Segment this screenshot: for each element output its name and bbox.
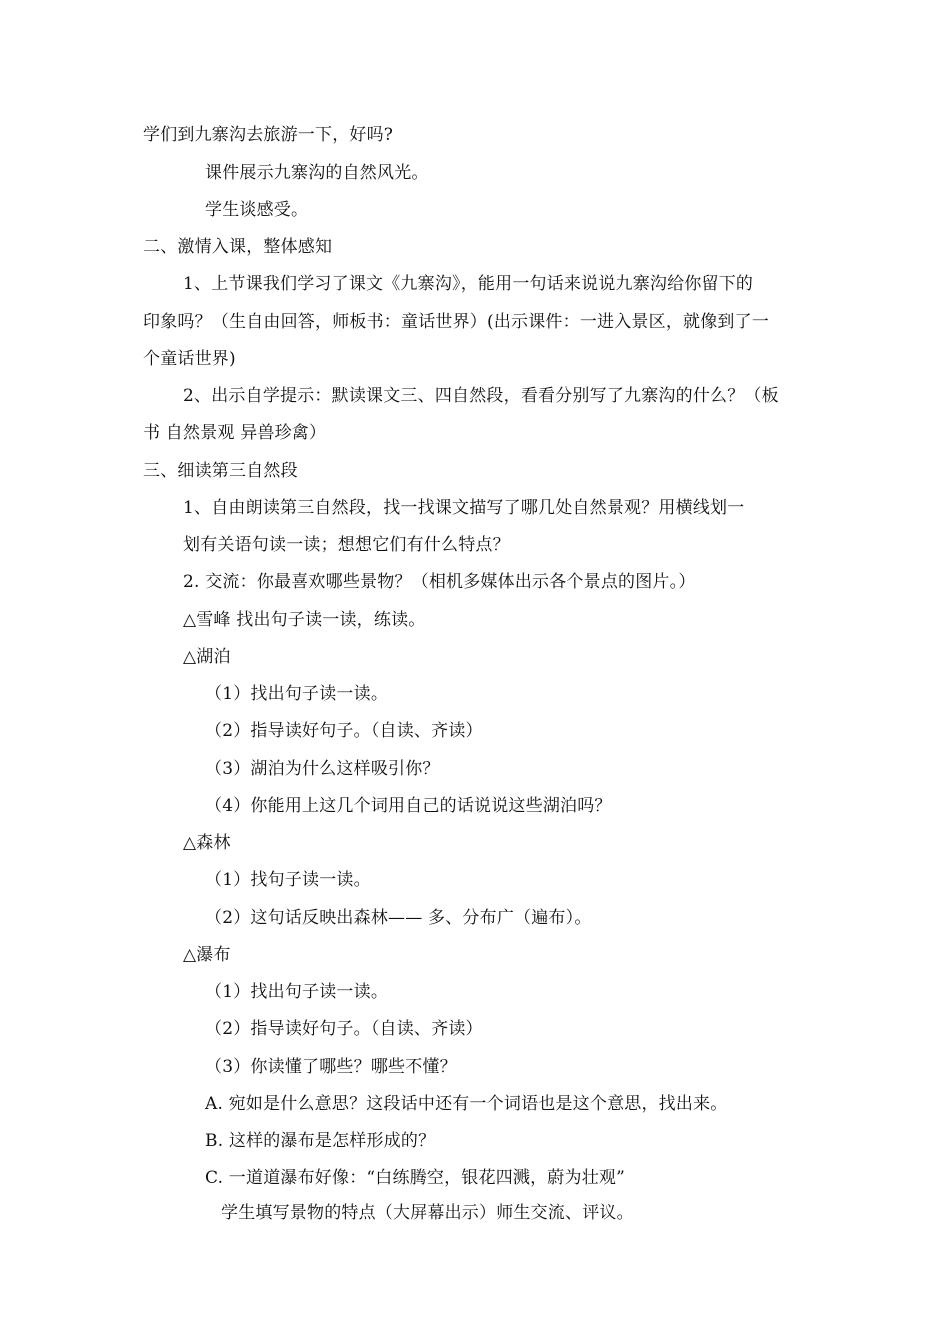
- text-line: 学生谈感受。: [205, 200, 309, 220]
- text-line: （2）这句话反映出森林—— 多、分布广（遍布）。: [205, 908, 592, 928]
- text-line: （1）找出句子读一读。: [205, 684, 389, 704]
- text-line: （2）指导读好句子。（自读、齐读）: [205, 721, 483, 741]
- text-line: 个童话世界): [143, 349, 236, 369]
- text-line: （1）找句子读一读。: [205, 870, 371, 890]
- section-heading: 三、细读第三自然段: [143, 461, 298, 481]
- text-line: （3）你读懂了哪些？哪些不懂？: [205, 1057, 457, 1077]
- text-line: 划有关语句读一读；想想它们有什么特点？: [183, 535, 510, 555]
- text-line: 书 自然景观 异兽珍禽）: [143, 423, 327, 443]
- text-line: 2、出示自学提示：默读课文三、四自然段，看看分别写了九寨沟的什么？（板: [183, 386, 779, 406]
- text-line: 学生填写景物的特点（大屏幕出示）师生交流、评议。: [221, 1203, 634, 1223]
- text-line: 印象吗？（生自由回答，师板书：童话世界）(出示课件：一进入景区，就像到了一: [143, 312, 770, 332]
- text-line: 1、上节课我们学习了课文《九寨沟》，能用一句话来说说九寨沟给你留下的: [183, 274, 754, 294]
- text-line: △雪峰 找出句子读一读，练读。: [183, 610, 426, 630]
- text-line: 课件展示九寨沟的自然风光。: [205, 163, 429, 183]
- text-line: △森林: [183, 833, 231, 853]
- text-line: 2. 交流：你最喜欢哪些景物？（相机多媒体出示各个景点的图片。）: [183, 572, 696, 592]
- text-line: （3）湖泊为什么这样吸引你？: [205, 759, 440, 779]
- text-line: 学们到九寨沟去旅游一下，好吗?: [143, 125, 394, 145]
- text-line: A. 宛如是什么意思？这段话中还有一个词语也是这个意思，找出来。: [205, 1094, 728, 1114]
- text-line: （2）指导读好句子。（自读、齐读）: [205, 1019, 483, 1039]
- text-line: C. 一道道瀑布好像：“白练腾空，银花四溅，蔚为壮观”: [205, 1168, 625, 1188]
- text-line: （1）找出句子读一读。: [205, 982, 389, 1002]
- text-line: △湖泊: [183, 647, 231, 667]
- section-heading: 二、激情入课，整体感知: [143, 237, 333, 257]
- text-line: 1、自由朗读第三自然段，找一找课文描写了哪几处自然景观？用横线划一: [183, 498, 745, 518]
- text-line: （4）你能用上这几个词用自己的话说说这些湖泊吗？: [205, 796, 612, 816]
- text-line: △瀑布: [183, 945, 231, 965]
- text-line: B. 这样的瀑布是怎样形成的？: [205, 1131, 436, 1151]
